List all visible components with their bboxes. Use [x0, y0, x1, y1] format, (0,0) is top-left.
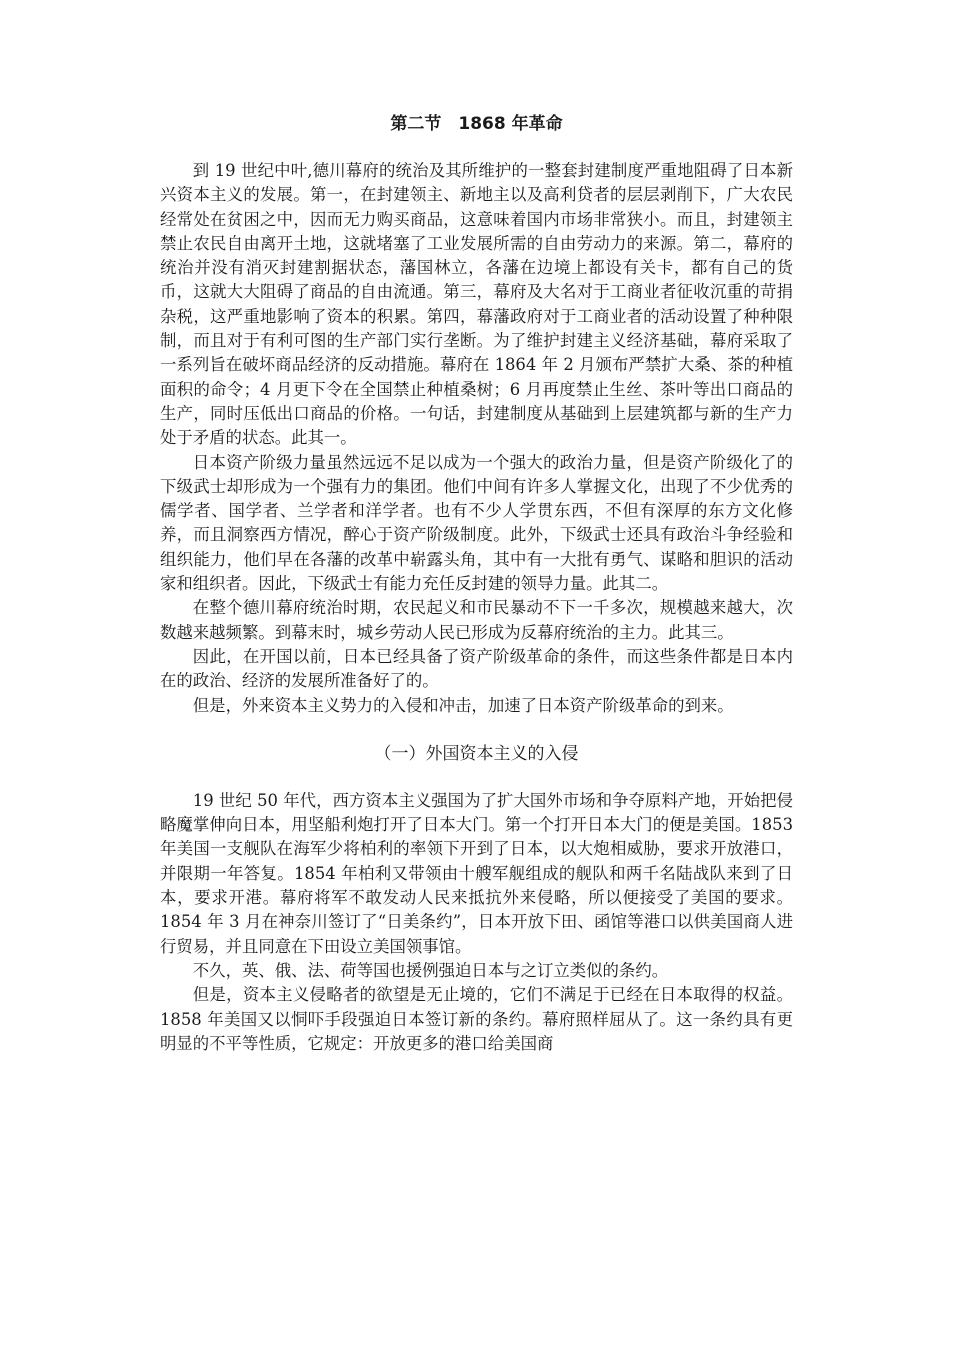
- section-title: 第二节 1868 年革命: [390, 114, 563, 134]
- paragraph: 在整个德川幕府统治时期，农民起义和市民暴动不下一千多次，规模越来越大，次数越来越频繁。到幕末时，城乡劳动人民已形成为反幕府统治的主力。此其三。: [160, 598, 793, 642]
- subsection-title: （一）外国资本主义的入侵: [374, 743, 579, 764]
- paragraph: 但是，资本主义侵略者的欲望是无止境的，它们不满足于已经在日本取得的权益。1858 年美国又以恫吓手段强迫日本签订新的条约。幕府照样屈从了。这一条约具有更明显的不平等性质，它规定：开放更多的港口给美国商: [160, 985, 793, 1053]
- paragraph: 不久，英、俄、法、荷等国也援例强迫日本与之订立类似的条约。: [192, 960, 669, 980]
- paragraph: 19 世纪 50 年代，西方资本主义强国为了扩大国外市场和争夺原料产地，开始把侵略魔掌伸向日本，用坚船利炮打开了日本大门。第一个打开日本大门的便是美国。1853 年美国一支舰队在海军少将柏利的率领下开到了日本，以大炮相威胁，要求开放港口，并限期一年答复。1854 年柏利又带领由十艘军舰组成的舰队和两千名陆战队来到了日本，要求开港。幕府将军不敢发动人民来抵抗外来侵略，所以便接受了美国的要求。1854 年 3 月在神奈川签订了“日美条约”，日本开放下田、函馆等港口以供美国商人进行贸易，并且同意在下田设立美国领事馆。: [160, 790, 793, 956]
- paragraph: 因此，在开国以前，日本已经具备了资产阶级革命的条件，而这些条件都是日本内在的政治、经济的发展所准备好了的。: [160, 646, 793, 691]
- paragraph: 日本资产阶级力量虽然远远不足以成为一个强大的政治力量，但是资产阶级化了的下级武士却形成为一个强有力的集团。他们中间有许多人掌握文化，出现了不少优秀的儒学者、国学者、兰学者和洋学者。也有不少人学贯东西，不但有深厚的东方文化修养，而且洞察西方情况，醉心于资产阶级制度。此外，下级武士还具有政治斗争经验和组织能力，他们早在各藩的改革中崭露头角，其中有一大批有勇气、谋略和胆识的活动家和组织者。因此，下级武士有能力充任反封建的领导力量。此其二。: [160, 452, 793, 594]
- paragraph: 到 19 世纪中叶,德川幕府的统治及其所维护的一整套封建制度严重地阻碍了日本新兴资本主义的发展。第一，在封建领主、新地主以及高利贷者的层层剥削下，广大农民经常处在贫困之中，因而无力购买商品，这意味着国内市场非常狭小。而且，封建领主禁止农民自由离开土地，这就堵塞了工业发展所需的自由劳动力的来源。第二，幕府的统治并没有消灭封建割据状态，藩国林立，各藩在边境上都设有关卡，都有自己的货币，这就大大阻碍了商品的自由流通。第三，幕府及大名对于工商业者征收沉重的苛捐杂税，这严重地影响了资本的积累。第四，幕藩政府对于工商业者的活动设置了种种限制，而且对于有利可图的生产部门实行垄断。为了维护封建主义经济基础，幕府采取了一系列旨在破坏商品经济的反动措施。幕府在 1864 年 2 月颁布严禁扩大桑、茶的种植面积的命令；4 月更下令在全国禁止种植桑树；6 月再度禁止生丝、茶叶等出口商品的生产，同时压低出口商品的价格。一句话，封建制度从基础到上层建筑都与新的生产力处于矛盾的状态。此其一。: [160, 161, 793, 448]
- document-page: [160, 112, 793, 1056]
- paragraph: 但是，外来资本主义势力的入侵和冲击，加速了日本资产阶级革命的到来。: [192, 695, 734, 715]
